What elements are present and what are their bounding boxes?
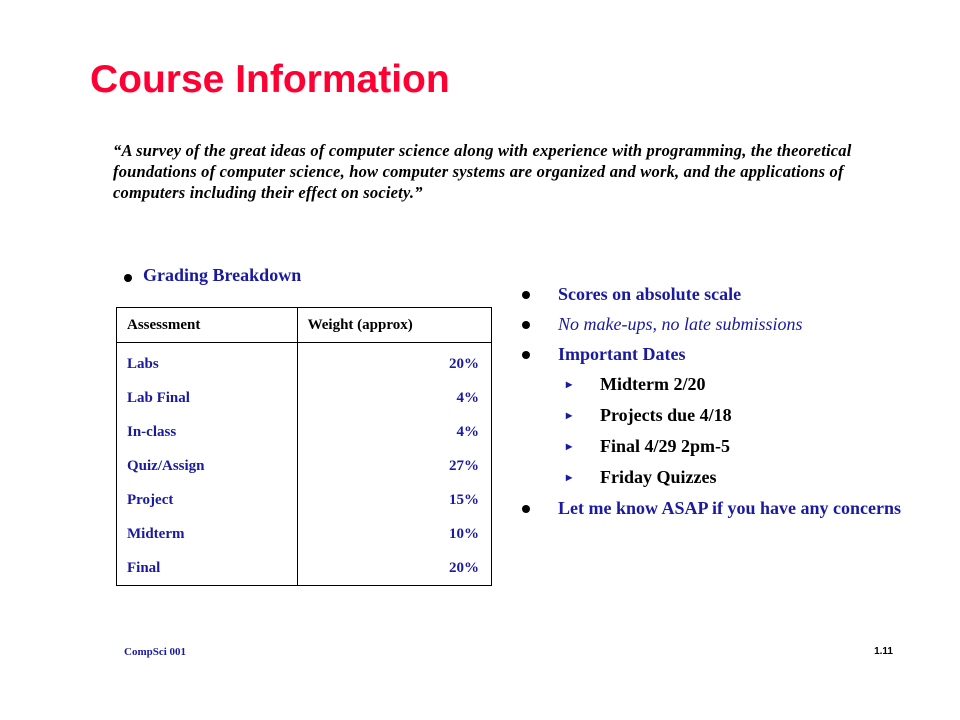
date-projects: Projects due 4/18 [600,405,732,425]
weight-cell: 4% [297,415,491,449]
note-concerns: Let me know ASAP if you have any concerns [558,498,902,518]
table-row [117,517,492,551]
list-item [522,313,902,335]
assessment-cell: Midterm [117,517,298,551]
table-row [117,551,492,586]
course-description-quote: “A survey of the great ideas of computer science along with experience with programming, the theoretical foundations of computer science, how computer systems are organized and work, and the applications of computers including their effect on society.” [113,141,852,202]
assessment-cell: Quiz/Assign [117,449,298,483]
assessment-cell: Project [117,483,298,517]
bullet-icon [522,351,530,359]
date-midterm: Midterm 2/20 [600,374,706,394]
list-item [522,497,902,519]
note-no-makeups: No make-ups, no late submissions [558,314,803,334]
column-header-assessment: Assessment [117,308,298,343]
footer-course-name: CompSci 001 [124,646,187,658]
assessment-cell: Final [117,551,298,586]
note-important-dates: Important Dates [558,344,686,364]
slide-title: Course Information [90,58,450,101]
arrow-bullet-icon: ▸ [566,470,573,484]
grading-table [116,307,492,586]
course-notes-list [522,283,902,527]
column-header-weight: Weight (approx) [297,308,491,343]
table-row [117,343,492,382]
arrow-bullet-icon: ▸ [566,377,573,391]
weight-cell: 20% [297,551,491,586]
footer-slide-number: 1.11 [874,646,893,657]
weight-cell: 20% [297,343,491,382]
list-item [522,283,902,305]
date-item [522,404,902,426]
table-row [117,483,492,517]
weight-cell: 27% [297,449,491,483]
date-item [522,373,902,395]
bullet-icon [124,274,132,282]
table-header-row [117,308,492,343]
arrow-bullet-icon: ▸ [566,408,573,422]
grading-heading: Grading Breakdown [143,265,302,285]
date-final: Final 4/29 2pm-5 [600,436,731,456]
assessment-cell: Lab Final [117,381,298,415]
bullet-icon [522,321,530,329]
date-item [522,435,902,457]
weight-cell: 15% [297,483,491,517]
list-item [522,343,902,365]
table-row [117,449,492,483]
date-quizzes: Friday Quizzes [600,467,717,487]
table-row [117,381,492,415]
date-item [522,466,902,488]
table-row [117,415,492,449]
bullet-icon [522,505,530,513]
assessment-cell: Labs [117,343,298,382]
assessment-cell: In-class [117,415,298,449]
weight-cell: 10% [297,517,491,551]
bullet-icon [522,291,530,299]
weight-cell: 4% [297,381,491,415]
note-scale: Scores on absolute scale [558,284,742,304]
arrow-bullet-icon: ▸ [566,439,573,453]
